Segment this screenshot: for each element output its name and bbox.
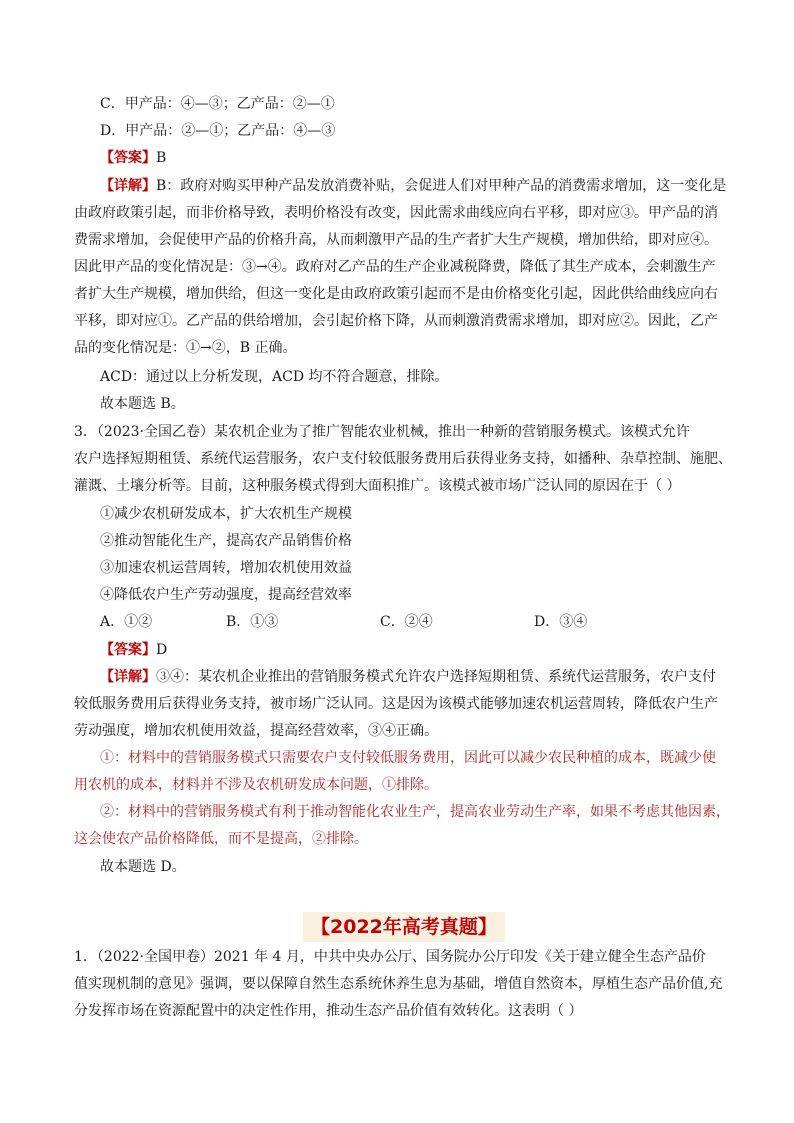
q3-stem-3: 灌溉、土壤分析等。目前，这种服务模式得到大面积推广。该模式被市场广泛认同的原因在于（ ） <box>74 478 681 494</box>
acd-line: ACD：通过以上分析发现，ACD 均不符合题意，排除。 <box>100 369 449 385</box>
q3-choice-a: A．①② <box>100 614 153 630</box>
q3-conclusion: 故本题选 D。 <box>100 859 186 875</box>
q3-detail-label: 【详解】 <box>100 669 156 685</box>
answer-value: B <box>156 150 167 166</box>
q3-answer-value: D <box>156 642 168 658</box>
detail-line-3: 费需求增加，会促使甲产品的价格升高，从而刺激甲产品的生产者扩大生产规模，增加供给，即对应④。 <box>74 232 718 248</box>
q1-stem-1: 1．（2022·全国甲卷）2021 年 4 月，中共中央办公厅、国务院办公厅印发《关于建立健全生态产品价 <box>74 949 706 965</box>
q3-answer-line <box>100 639 167 661</box>
q3-red-line-1: ①：材料中的营销服务模式只需要农户支付较低服务费用，因此可以减少农民种植的成本，既减少使 <box>100 750 716 766</box>
q3-red-line-4: 这会使农产品价格降低，而不是提高，②排除。 <box>74 831 368 847</box>
detail-line-4: 因此甲产品的变化情况是：③→④。政府对乙产品的生产企业减税降费，降低了其生产成本，会刺激生产 <box>74 259 716 275</box>
q3-choice-b: B．①③ <box>226 614 279 630</box>
q3-answer-label: 【答案】 <box>100 642 156 658</box>
conclusion: 故本题选 B。 <box>100 396 185 412</box>
q3-choice-d: D．③④ <box>534 614 588 630</box>
q1-stem-2: 值实现机制的意见》强调，要以保障自然生态系统休养生息为基础，增值自然资本，厚植生态产品价值,充 <box>74 976 723 992</box>
section-banner: 【2022年高考真题】 <box>303 912 505 942</box>
detail-line-5: 者扩大生产规模，增加供给，但这一变化是由政府政策引起而不是由价格变化引起，因此供给曲线应向右 <box>74 286 718 302</box>
q1-stem-3: 分发挥市场在资源配置中的决定性作用，推动生态产品价值有效转化。这表明（ ） <box>74 1003 583 1019</box>
q3-statement-2: ②推动智能化生产，提高农产品销售价格 <box>100 533 352 549</box>
q3-detail-line-1 <box>100 666 716 688</box>
detail-line-1 <box>100 175 726 197</box>
q3-stem-2: 农户选择短期租赁、系统代运营服务，农户支付较低服务费用后获得业务支持，如播种、杂草控制、施肥、 <box>74 451 732 467</box>
q3-detail-line-2: 较低服务费用后获得业务支持，被市场广泛认同。这是因为该模式能够加速农机运营周转，降低农户生产 <box>74 696 718 712</box>
answer-line <box>100 147 166 169</box>
option-c: C．甲产品：④—③；乙产品：②—① <box>100 96 335 112</box>
answer-label: 【答案】 <box>100 150 156 166</box>
q3-choice-c: C．②④ <box>380 614 433 630</box>
q3-detail-text: ③④：某农机企业推出的营销服务模式允许农户选择短期租赁、系统代运营服务，农户支付 <box>156 669 716 685</box>
q3-statement-4: ④降低农户生产劳动强度，提高经营效率 <box>100 587 352 603</box>
q3-detail-line-3: 劳动强度，增加农机使用效益，提高经营效率，③④正确。 <box>74 723 438 739</box>
q3-statement-1: ①减少农机研发成本，扩大农机生产规模 <box>100 506 352 522</box>
detail-label: 【详解】 <box>100 178 156 194</box>
detail-text: B：政府对购买甲种产品发放消费补贴，会促进人们对甲种产品的消费需求增加，这一变化是 <box>156 178 727 194</box>
detail-line-7: 品的变化情况是：①→②，B 正确。 <box>74 340 297 356</box>
q3-statement-3: ③加速农机运营周转，增加农机使用效益 <box>100 560 352 576</box>
detail-line-6: 平移，即对应①。乙产品的供给增加，会引起价格下降，从而刺激消费需求增加，即对应②。因此，乙产 <box>74 313 718 329</box>
option-d: D．甲产品：②—①；乙产品：④—③ <box>100 123 336 139</box>
detail-line-2: 由政府政策引起，而非价格导致，表明价格没有改变，因此需求曲线应向右平移，即对应③。甲产品的消 <box>74 205 718 221</box>
q3-red-line-2: 用农机的成本，材料并不涉及农机研发成本问题，①排除。 <box>74 777 438 793</box>
q3-red-line-3: ②：材料中的营销服务模式有利于推动智能化农业生产，提高农业劳动生产率，如果不考虑其他因素， <box>100 804 730 820</box>
q3-stem-1: 3．（2023·全国乙卷）某农机企业为了推广智能农业机械，推出一种新的营销服务模式。该模式允许 <box>74 424 690 440</box>
